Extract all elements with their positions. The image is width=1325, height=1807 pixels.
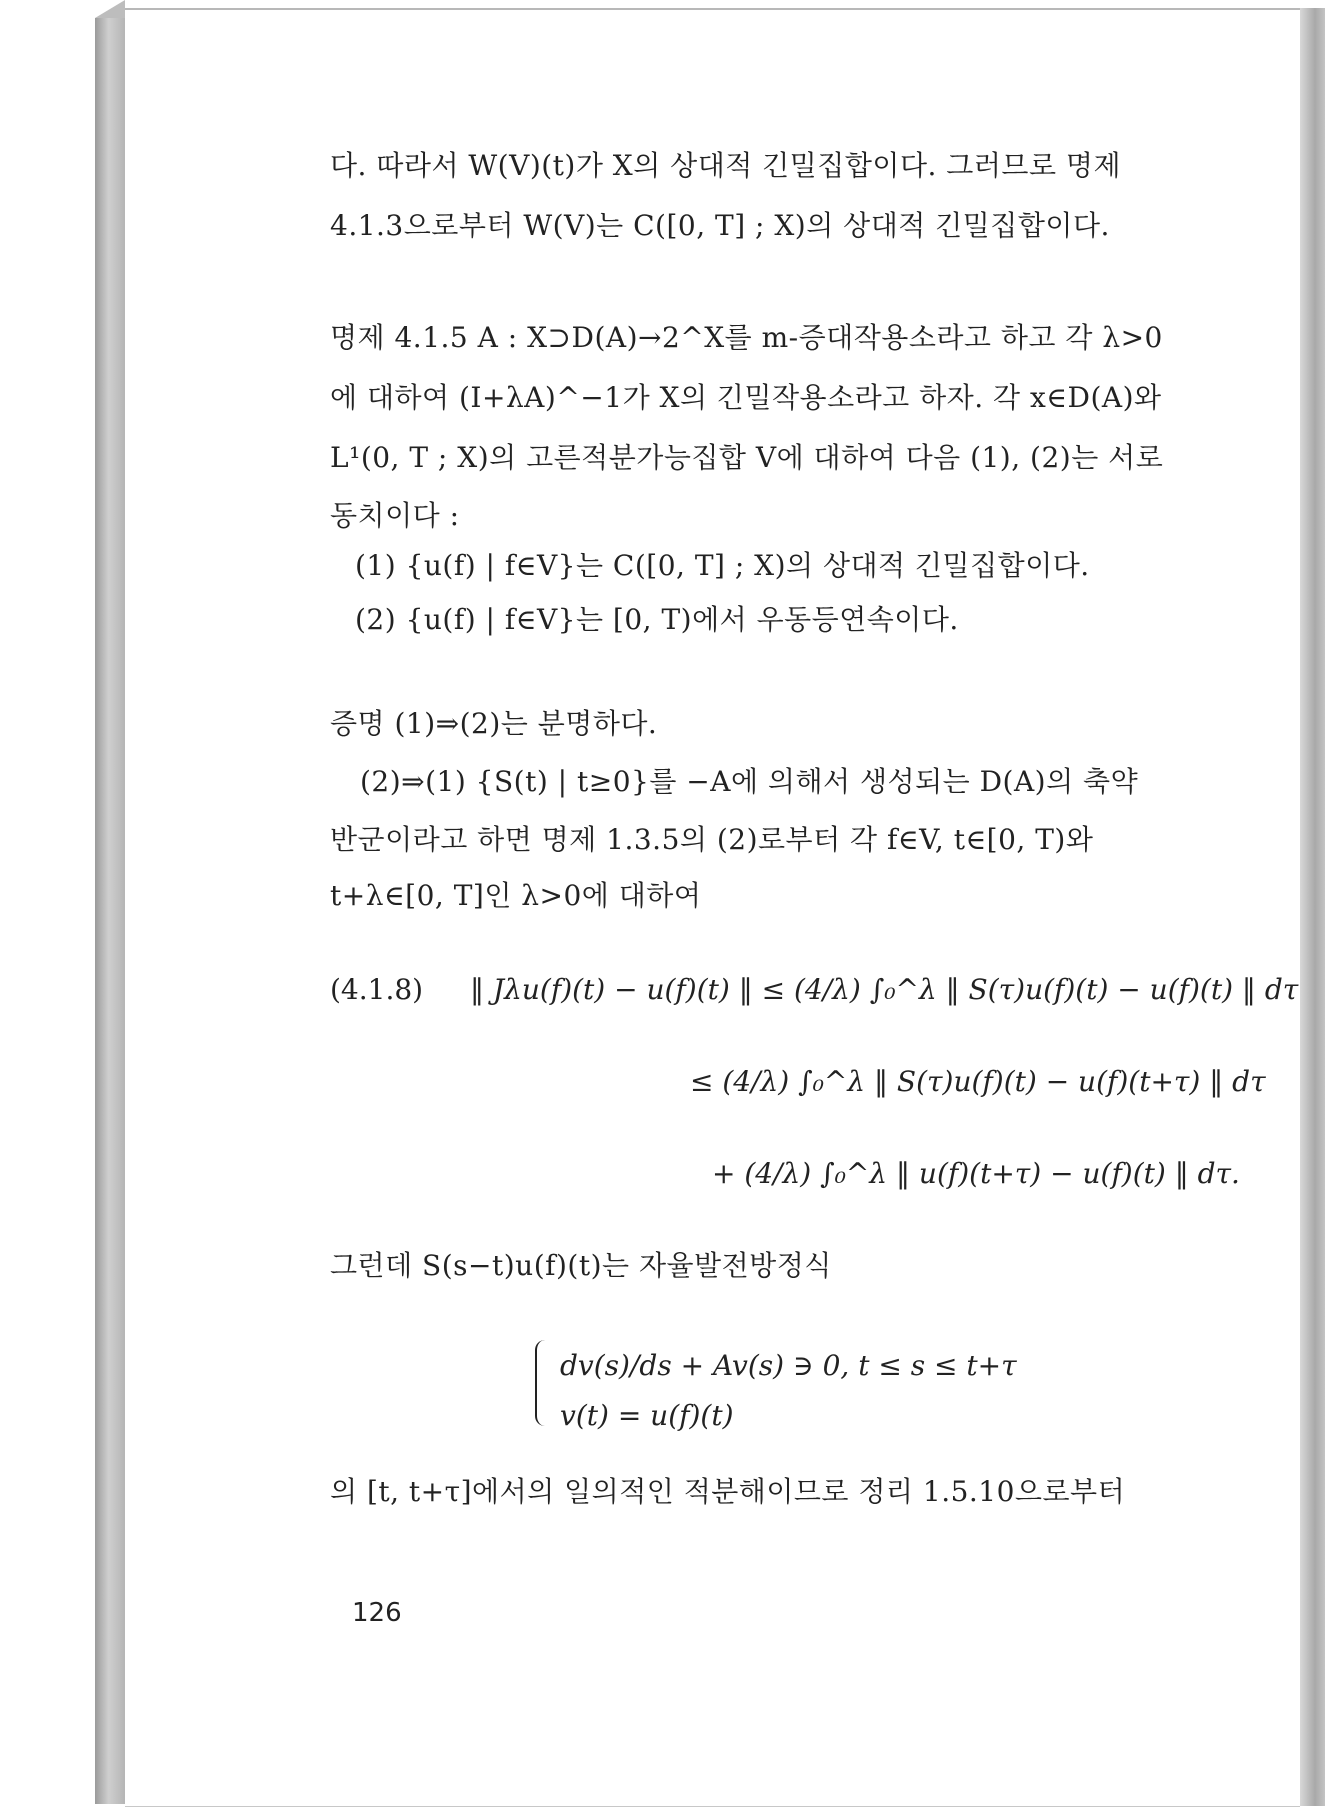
proof-heading: 증명 (1)⇒(2)는 분명하다.: [330, 707, 658, 740]
text-line: 4.1.3으로부터 W(V)는 C([0, T] ; X)의 상대적 긴밀집합이다.: [330, 209, 1110, 242]
equation-row: + (4/λ) ∫₀^λ ‖ u(f)(t+τ) − u(f)(t) ‖ dτ.: [712, 1157, 1240, 1190]
page-edge-shadow: [1300, 8, 1325, 1806]
text-line: 반군이라고 하면 명제 1.3.5의 (2)로부터 각 f∈V, t∈[0, T)와: [330, 823, 1094, 856]
book-spine: [95, 18, 125, 1804]
text-line: 그런데 S(s−t)u(f)(t)는 자율발전방정식: [330, 1249, 832, 1282]
system-row: v(t) = u(f)(t): [560, 1399, 734, 1432]
text-line: 동치이다 :: [330, 499, 460, 532]
system-row: dv(s)/ds + Av(s) ∋ 0, t ≤ s ≤ t+τ: [560, 1349, 1017, 1382]
list-item: (1) {u(f) | f∈V}는 C([0, T] ; X)의 상대적 긴밀집합이다.: [355, 549, 1090, 582]
equation-row: ≤ (4/λ) ∫₀^λ ‖ S(τ)u(f)(t) − u(f)(t+τ) ‖ dτ: [690, 1065, 1266, 1098]
text-line: t+λ∈[0, T]인 λ>0에 대하여: [330, 879, 702, 912]
page-number: 126: [352, 1598, 402, 1628]
proposition-heading: 명제 4.1.5 A : X⊃D(A)→2^X를 m-증대작용소라고 하고 각 λ>0: [330, 321, 1163, 354]
text-line: (2)⇒(1) {S(t) | t≥0}를 −A에 의해서 생성되는 D(A)의 축약: [360, 765, 1139, 798]
book-page: [125, 8, 1300, 1807]
equation-label: (4.1.8): [330, 973, 424, 1006]
system-brace: [535, 1340, 549, 1426]
equation-row: ‖ Jλu(f)(t) − u(f)(t) ‖ ≤ (4/λ) ∫₀^λ ‖ S(τ)u(f)(t) − u(f)(t) ‖ dτ: [470, 973, 1299, 1006]
text-line: 의 [t, t+τ]에서의 일의적인 적분해이므로 정리 1.5.10으로부터: [330, 1475, 1126, 1508]
book-spine-top: [95, 0, 125, 18]
text-line: 에 대하여 (I+λA)^−1가 X의 긴밀작용소라고 하자. 각 x∈D(A)와: [330, 381, 1162, 414]
list-item: (2) {u(f) | f∈V}는 [0, T)에서 우동등연속이다.: [355, 603, 959, 636]
text-line: 다. 따라서 W(V)(t)가 X의 상대적 긴밀집합이다. 그러므로 명제: [330, 149, 1121, 182]
text-line: L¹(0, T ; X)의 고른적분가능집합 V에 대하여 다음 (1), (2)는 서로: [330, 441, 1164, 474]
